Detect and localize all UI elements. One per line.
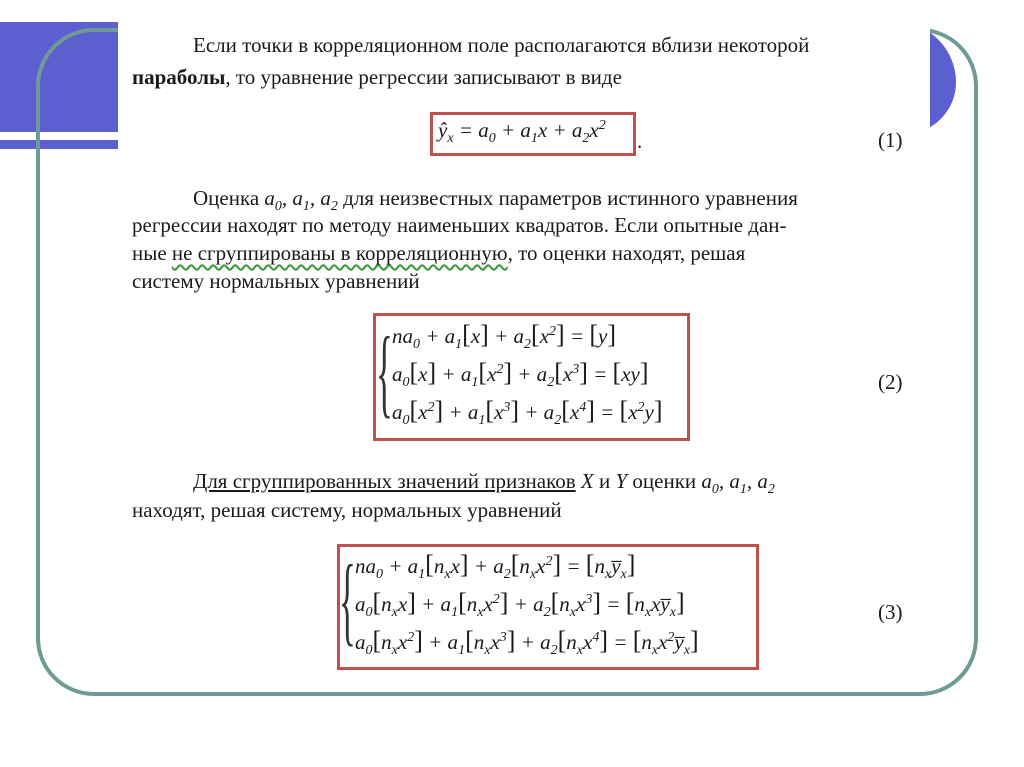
and-word: и [598,469,611,493]
paragraph2-line3 [132,240,745,266]
equation1: $ŷ_x = a_0 + a_1x + a_2x^2$ [438,118,606,147]
eq2-left-brace: { [376,316,393,427]
equation1-number: (1) [878,128,903,152]
var-Y: Y [615,469,628,493]
equation1-period: . [637,129,643,153]
equation2-system [378,318,684,436]
paragraph2-line1-rest: для неизвестных параметров истинного уравнения [343,186,798,210]
parabola-word: параболы [132,65,226,89]
ungrouped-phrase: не сгруппированы в корреляционную [171,241,508,265]
params-a0-a1-a2-second: $a_0$, $a_1$, $a_2$ [701,469,775,498]
paragraph2-estimate-word: Оценка [193,186,260,210]
paragraph1-line2-rest: , то уравнение регрессии записывают в виде [225,65,622,89]
var-X: X [580,469,594,493]
equation3-system [339,544,755,666]
eq1-yhat: ŷ [438,118,448,142]
eq3-row3: $a_0[n_xx^2] + a_1[n_xx^3] + a_2[n_xx^4]$ = $[n_xx^2y̅_x]$ [355,626,699,659]
estimates-word: оценки [632,469,697,493]
paragraph2-line3-start: ные [132,241,167,265]
paragraph1-line2 [132,64,622,90]
paragraph2-line4: систему нормальных уравнений [132,269,420,293]
paragraph1-line1: Если точки в корреляционном поле располагаются вблизи некоторой [193,33,810,57]
eq3-row1: $na_0 + a_1[n_xx] + a_2[n_xx^2]$ = $[n_xy̅_x]$ [355,550,636,583]
eq2-row2: $a_0[x] + a_1[x^2] + a_2[x^3] = [xy]$ [392,358,649,391]
eq2-row3: $a_0[x^2] + a_1[x^3] + a_2[x^4] = [x^2y]$ [392,396,663,429]
paragraph2-line3-rest: , то оценки находят, решая [507,241,746,265]
eq1-sub: x [447,131,454,147]
paragraph3-line2: находят, решая систему, нормальных уравнений [132,498,562,522]
grouped-phrase: Для сгруппированных значений признаков [193,469,576,493]
eq2-row1: $na_0 + a_1[x] + a_2[x^2] = [y]$ [392,320,617,353]
eq3-row2: $a_0[n_xx] + a_1[n_xx^2] + a_2[n_xx^3]$ = $[n_xxy̅_x]$ [355,588,685,621]
paragraph2-line2: регрессии находят по методу наименьших квадратов. Если опытные дан- [132,213,787,237]
params-a0-a1-a2: $a_0$, $a_1$, $a_2$ [264,186,338,215]
equation2-number: (2) [878,370,903,394]
eq3-left-brace: { [339,544,356,655]
equation3-number: (3) [878,600,903,624]
